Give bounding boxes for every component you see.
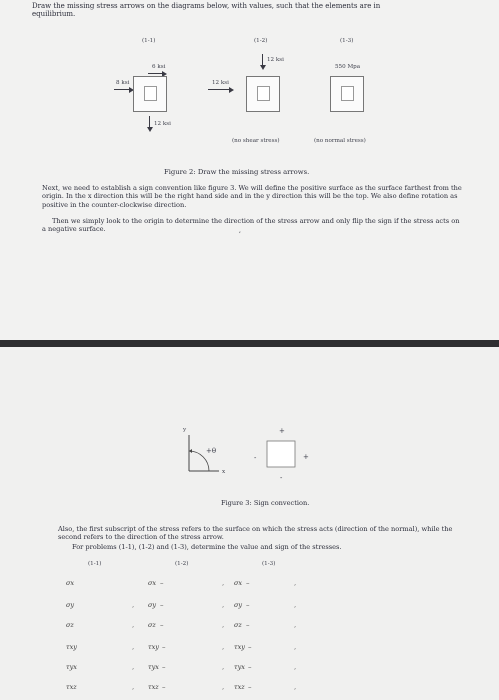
diagram-label-1-3: (1-3) — [340, 38, 354, 44]
d1-left-arrow — [114, 89, 130, 90]
answer-blank[interactable]: – — [246, 579, 250, 587]
d1-inner-square — [144, 86, 157, 101]
diagram-label-1-2: (1-2) — [254, 38, 268, 44]
cell-symbol: τyx — [148, 663, 159, 671]
paragraph-problems: For problems (1-1), (1-2) and (1-3), determine the value and sign of the stresses. — [72, 543, 342, 551]
separator: , — [132, 683, 135, 691]
plus-right: + — [303, 453, 309, 461]
worksheet-page-bottom — [0, 347, 499, 700]
cell-symbol: σz — [148, 621, 156, 629]
note-no-shear: (no shear stress) — [232, 138, 280, 144]
cell-symbol: τxy — [234, 643, 245, 651]
cursor-mark: , — [239, 227, 241, 234]
figure3-caption: Figure 3: Sign convection. — [221, 499, 310, 507]
row-symbol: σx — [66, 579, 75, 587]
table-header-1-3: (1-3) — [262, 561, 276, 567]
cell-symbol: σy — [234, 601, 243, 609]
element-box-1-1 — [133, 76, 167, 112]
answer-blank[interactable]: – — [160, 601, 164, 609]
cell-symbol: τyx — [234, 663, 245, 671]
row-symbol: τxz — [66, 683, 77, 691]
d1-left-value: 8 ksi — [116, 80, 130, 86]
theta-label: +θ — [206, 447, 217, 455]
answer-blank[interactable]: – — [248, 683, 252, 691]
element-box-1-3 — [330, 76, 364, 112]
separator: , — [222, 643, 225, 651]
worksheet-page-top — [0, 0, 499, 340]
element-box-1-2 — [246, 76, 280, 112]
d1-bottom-arrow — [149, 116, 150, 128]
d2-left-arrow — [208, 89, 230, 90]
cell-symbol: σz — [234, 621, 242, 629]
answer-blank[interactable]: – — [162, 643, 166, 651]
paragraph-sign-convention: Next, we need to establish a sign convention like figure 3. We will define the positive surface as the surface farthest from the origin. In the x direction this will be the right hand side and in the y direction this will be the top. We also define rotation as positive in the counter-clockwise direction. — [42, 184, 462, 209]
separator: , — [294, 601, 297, 609]
minus-left: - — [254, 454, 257, 462]
separator: , — [222, 601, 225, 609]
row-symbol: τxy — [66, 643, 77, 651]
separator: , — [294, 663, 297, 671]
separator: , — [222, 683, 225, 691]
d1-top-value: 6 ksi — [152, 64, 166, 70]
separator: , — [222, 621, 225, 629]
table-header-1-1: (1-1) — [88, 561, 102, 567]
answer-blank[interactable]: – — [162, 683, 166, 691]
separator: , — [132, 621, 135, 629]
instruction-text: Draw the missing stress arrows on the diagrams below, with values, such that the elements are in — [32, 2, 381, 10]
cell-symbol: σx — [148, 579, 157, 587]
answer-blank[interactable]: – — [246, 621, 250, 629]
paragraph-origin-rule: Then we simply look to the origin to determine the direction of the stress arrow and only flip the sign if the stress acts on a negative surface. — [42, 217, 460, 234]
y-axis-label: y — [183, 427, 187, 433]
cell-symbol: τxz — [148, 683, 159, 691]
separator: , — [222, 663, 225, 671]
d1-bottom-value: 12 ksi — [154, 121, 171, 127]
paragraph-subscripts: Also, the first subscript of the stress refers to the surface on which the stress acts (direction of the normal), while the second refers to the direction of the stress arrow. — [58, 525, 453, 542]
instruction-text-cont: equilibrium. — [32, 10, 76, 18]
d2-left-value: 12 ksi — [212, 80, 229, 86]
table-header-1-2: (1-2) — [175, 561, 189, 567]
sign-convention-figure — [175, 427, 320, 482]
d3-top-value: 550 Mpa — [335, 64, 361, 70]
separator: , — [294, 683, 297, 691]
row-symbol: σy — [66, 601, 75, 609]
d2-top-value: 12 ksi — [267, 57, 284, 63]
d2-top-arrow — [262, 54, 263, 66]
row-symbol: σz — [66, 621, 74, 629]
plus-top: + — [279, 427, 285, 435]
d1-top-arrow — [148, 73, 163, 74]
x-axis-label: x — [222, 469, 226, 475]
answer-blank[interactable]: – — [246, 601, 250, 609]
separator: , — [132, 643, 135, 651]
diagram-label-1-1: (1-1) — [142, 38, 156, 44]
separator: , — [222, 579, 225, 587]
separator: , — [294, 621, 297, 629]
row-symbol: τyx — [66, 663, 77, 671]
separator: , — [294, 579, 297, 587]
minus-bottom: - — [280, 474, 283, 482]
note-no-normal: (no normal stress) — [314, 138, 366, 144]
answer-blank[interactable]: – — [248, 643, 252, 651]
answer-blank[interactable]: – — [248, 663, 252, 671]
cell-symbol: τxy — [148, 643, 159, 651]
cell-symbol: σy — [148, 601, 157, 609]
separator: , — [294, 643, 297, 651]
separator: , — [132, 601, 135, 609]
answer-blank[interactable]: – — [160, 621, 164, 629]
separator: , — [132, 663, 135, 671]
cell-symbol: σx — [234, 579, 243, 587]
d2-inner-square — [257, 86, 270, 101]
page-separator — [0, 340, 499, 347]
d3-inner-square — [341, 86, 354, 101]
cell-symbol: τxz — [234, 683, 245, 691]
figure2-caption: Figure 2: Draw the missing stress arrows. — [164, 168, 310, 176]
answer-blank[interactable]: – — [160, 579, 164, 587]
answer-blank[interactable]: – — [162, 663, 166, 671]
